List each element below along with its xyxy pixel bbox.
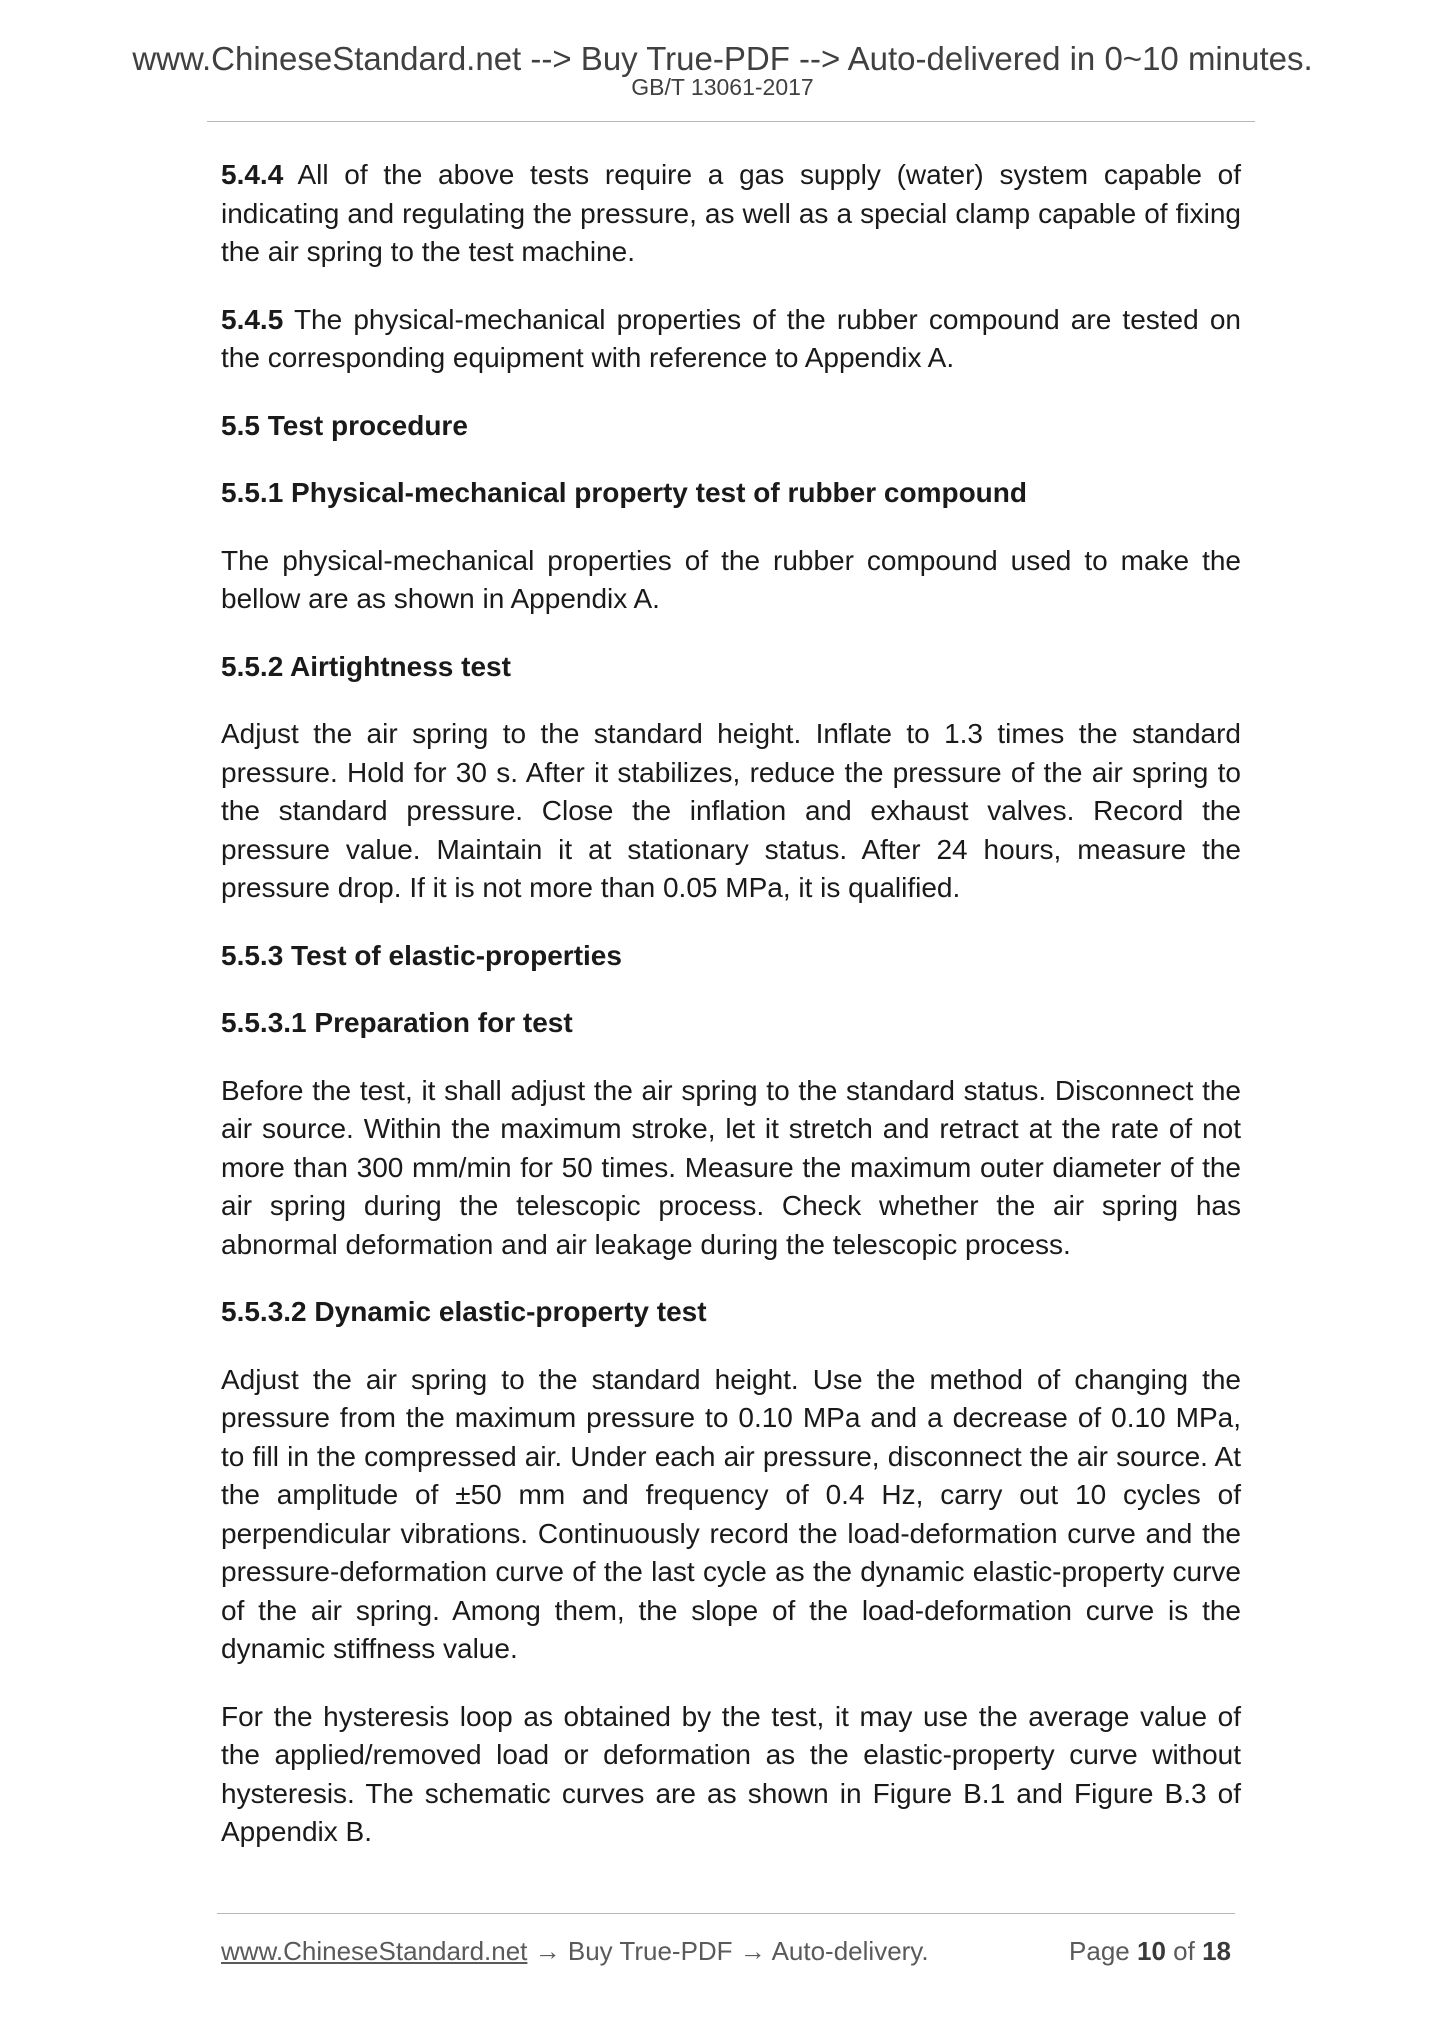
page-of-label: of [1173, 1936, 1195, 1966]
clause-text: All of the above tests require a gas supply (water) system capable of indicating and regulating the pressure, as well as a special clamp capable of fixing the air spring to the test machine. [221, 159, 1242, 267]
paragraph-5-5-3-2-a: Adjust the air spring to the standard height. Use the method of changing the pressure from the maximum pressure to 0.10 MPa and a decrease of 0.10 MPa, to fill in the compressed air. Under each air pressure, disconnect the air source. At the amplitude of ±50 mm and frequency of 0.4 Hz, carry out 10 cycles of perpendicular vibrations. Continuously record the load-deformation curve and the pressure-deformation curve of the last cycle as the dynamic elastic-property curve of the air spring. Among them, the slope of the load-deformation curve is the dynamic stiffness value. [221, 1363, 1241, 1664]
heading-5-5-2: 5.5.2 Airtightness test [221, 650, 511, 682]
heading-5-5-3: 5.5.3 Test of elastic-properties [221, 939, 622, 971]
page-total: 18 [1202, 1936, 1231, 1966]
paragraph-5-5-3-2-b: For the hysteresis loop as obtained by the test, it may use the average value of the applied/removed load or deformation as the elastic-property curve without hysteresis. The schematic curves are as shown in Figure B.1 and Figure B.3 of Appendix B. [221, 1700, 1241, 1847]
footer-promo-text: → Buy True-PDF → Auto-delivery. [527, 1936, 929, 1966]
clause-text: The physical-mechanical properties of the rubber compound are tested on the corresponding equipment with reference to Appendix A. [221, 303, 1241, 373]
page-footer [221, 1934, 1231, 1970]
heading-5-5-3-1: 5.5.3.1 Preparation for test [221, 1007, 573, 1038]
paragraph-5-5-2: Adjust the air spring to the standard height. Inflate to 1.3 times the standard pressure. Hold for 30 s. After it stabilizes, reduce the pressure of the air spring to the standard pressure. Close the inflation and exhaust valves. Record the pressure value. Maintain it at stationary status. After 24 hours, measure the pressure drop. If it is not more than 0.05 MPa, it is qualified. [221, 718, 1241, 903]
clause-number: 5.4.5 [221, 303, 284, 335]
top-banner: www.ChineseStandard.net --> Buy True-PDF --> Auto-delivered in 0~10 minutes. [132, 40, 1313, 77]
footer-promo [221, 1934, 929, 1968]
paragraph-5-5-3-1: Before the test, it shall adjust the air spring to the standard status. Disconnect the air source. Within the maximum stroke, let it stretch and retract at the rate of not more than 300 mm/min for 50 times. Measure the maximum outer diameter of the air spring during the telescopic process. Check whether the air spring has abnormal deformation and air leakage during the telescopic process. [221, 1074, 1241, 1260]
heading-5-5: 5.5 Test procedure [221, 409, 468, 441]
clause-5-4-5 [221, 301, 1241, 378]
document-code: GB/T 13061-2017 [631, 74, 814, 100]
page-label: Page [1069, 1936, 1130, 1966]
heading-5-5-3-2: 5.5.3.2 Dynamic elastic-property test [221, 1296, 707, 1327]
page-current: 10 [1137, 1936, 1166, 1966]
paragraph-5-5-1: The physical-mechanical properties of the rubber compound used to make the bellow are as shown in Appendix A. [221, 544, 1241, 614]
header-divider [207, 121, 1255, 122]
clause-5-4-4 [221, 156, 1241, 272]
footer-divider [217, 1913, 1235, 1914]
clause-number: 5.4.4 [221, 159, 284, 190]
page-content [221, 156, 1241, 1881]
footer-site-link[interactable]: www.ChineseStandard.net [221, 1936, 528, 1966]
heading-5-5-1: 5.5.1 Physical-mechanical property test of rubber compound [221, 477, 1027, 508]
page-indicator [1069, 1934, 1231, 1968]
